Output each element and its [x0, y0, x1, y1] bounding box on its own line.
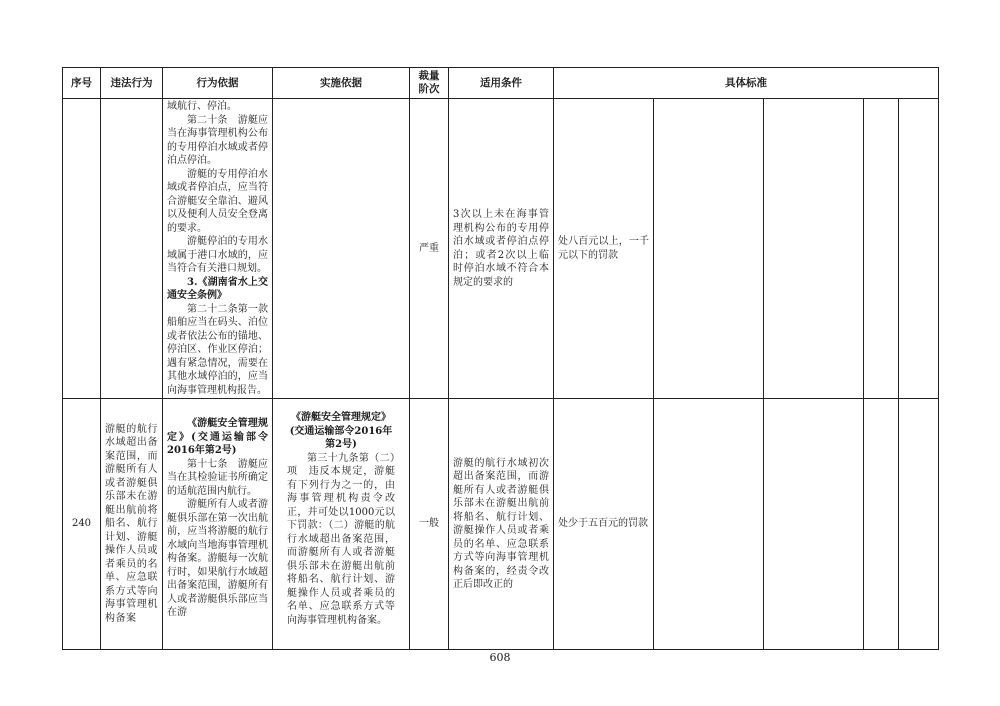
- header-condition: 适用条件: [449, 68, 554, 99]
- row1-basis-cell: [163, 99, 278, 399]
- paragraph: 游艇的专用停泊水域或者停泊点，应当符合游艇安全靠泊、避风以及便利人员安全登离的要求。: [167, 168, 268, 234]
- row1-empty-cell: [654, 99, 764, 399]
- row2-impl-cell: [273, 399, 410, 650]
- row1-condition: 3次以上未在海事管理机构公布的专用停泊水域或者停泊点停泊；或者2次以上临时停泊水域不符合本规定的要求的: [453, 209, 549, 288]
- row1-standard: 处八百元以上，一千元以下的罚款: [558, 236, 649, 261]
- header-standard: 具体标准: [554, 68, 939, 99]
- row2-level: 一般: [419, 518, 439, 530]
- header-level: [410, 68, 449, 99]
- paragraph: 第三十九条第（二）项 违反本规定，游艇有下列行为之一的，由海事管理机构责令改正，并可处以1000元以下罚款：（二）游艇的航行水域超出备案范围，而游艇所有人或者游艇俱乐部未在游艇出航前将船名、航行计划、游艇操作人员或者乘员的名单、应急联系方式等向海事管理机构备案。: [287, 452, 395, 626]
- row1-standard-cell: [554, 99, 654, 399]
- header-impl-basis: 实施依据: [273, 68, 410, 99]
- row1-level: 严重: [419, 242, 439, 254]
- header-basis: 行为依据: [163, 68, 273, 99]
- row2-level-cell: [410, 399, 449, 650]
- row1-basis-text: [163, 99, 278, 398]
- row2-basis-text: [163, 399, 272, 621]
- row2-empty-cell: [654, 399, 764, 650]
- row2-impl-text: [273, 399, 409, 627]
- row2-standard-cell: [554, 399, 654, 650]
- header-violation: 违法行为: [101, 68, 163, 99]
- header-seq: 序号: [63, 68, 101, 99]
- header-level-text: 裁量阶次: [418, 69, 440, 95]
- row2-seq-cell: [63, 399, 101, 650]
- paragraph: 游艇所有人或者游艇俱乐部在第一次出航前，应当将游艇的航行水域向当地海事管理机构备案。游艇每一次航行时，如果航行水域超出备案范围，游艇所有人或者游艇俱乐部应当在游: [167, 499, 268, 618]
- paragraph: 《游艇安全管理规定》(交通运输部令2016年第2号): [289, 412, 393, 450]
- row1-level-cell: [410, 99, 449, 399]
- paragraph: 3.《湖南省水上交通安全条例》: [167, 276, 268, 301]
- row1-empty-cell: [864, 99, 899, 399]
- table-row: [63, 99, 939, 399]
- paragraph: 第十七条 游艇应当在其检验证书所确定的适航范围内航行。: [167, 458, 268, 497]
- table-row: [63, 399, 939, 650]
- paragraph: 域航行、停泊。: [167, 101, 237, 112]
- page-number: 608: [489, 651, 511, 664]
- row1-violation-cell: [101, 99, 163, 399]
- paragraph: 《游艇安全管理规定》(交通运输部令2016年第2号): [167, 418, 268, 456]
- paragraph: 第二十条 游艇应当在海事管理机构公布的专用停泊水域或者停泊点停泊。: [167, 114, 268, 166]
- row2-empty-cell: [899, 399, 939, 650]
- paragraph: 游艇停泊的专用水域属于港口水域的，应当符合有关港口规划。: [167, 236, 268, 274]
- row1-seq-cell: [63, 99, 101, 399]
- row2-empty-cell: [764, 399, 864, 650]
- row2-seq: 240: [71, 518, 92, 530]
- row2-standard: 处少于五百元的罚款: [558, 518, 648, 530]
- row2-violation: 游艇的航行水域超出备案范围，而游艇所有人或者游艇俱乐部未在游艇出航前将船名、航行计划、游艇操作人员或者乘员的名单、应急联系方式等向海事管理机构备案: [105, 423, 158, 624]
- row2-condition-cell: [449, 399, 554, 650]
- row2-violation-cell: [101, 399, 163, 650]
- header-row: [63, 68, 939, 99]
- paragraph: 第二十二条第一款 船舶应当在码头、泊位或者依法公布的锚地、停泊区、作业区停泊；遇有紧急情况，需要在其他水域停泊的，应当向海事管理机构报告。: [167, 303, 278, 396]
- row1-empty-cell: [899, 99, 939, 399]
- row2-condition: 游艇的航行水域初次超出备案范围，而游艇所有人或者游艇俱乐部未在游艇出航前将船名、航行计划、游艇操作人员或者乘员的名单、应急联系方式等向海事管理机构备案的，经责令改正后即改正的: [453, 457, 549, 590]
- penalty-standard-table: [62, 67, 939, 650]
- row1-condition-cell: [449, 99, 554, 399]
- row1-impl-cell: [273, 99, 410, 399]
- row1-empty-cell: [764, 99, 864, 399]
- row2-basis-cell: [163, 399, 273, 650]
- row2-empty-cell: [864, 399, 899, 650]
